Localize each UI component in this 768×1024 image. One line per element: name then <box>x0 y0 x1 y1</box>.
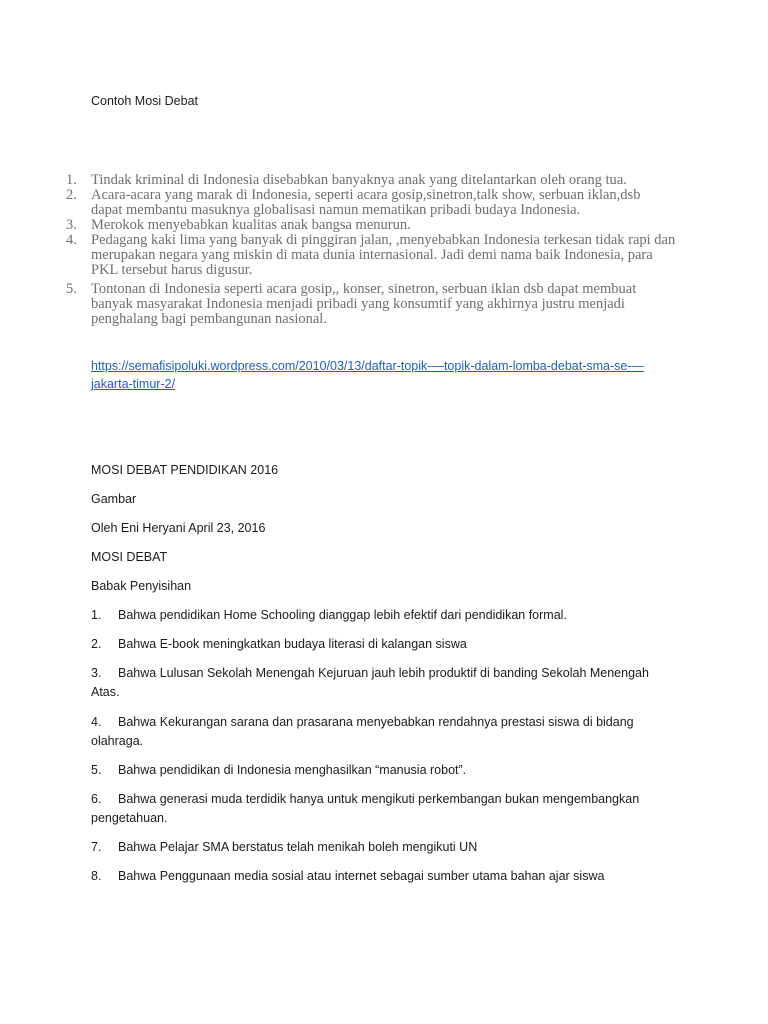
motion-number: 1. <box>91 608 102 622</box>
motion-text-continued: olahraga. <box>91 734 144 748</box>
list-item-line: merupakan negara yang miskin di mata dunia internasional. Jadi demi nama baik Indonesia, para <box>91 247 653 263</box>
motion-number: 2. <box>91 637 102 651</box>
motion-number: 5. <box>91 763 102 777</box>
list-item-line: dapat membantu masuknya globalisasi namun mematikan pribadi budaya Indonesia. <box>91 202 581 218</box>
source-link-line[interactable]: jakarta-timur-2/ <box>91 377 176 391</box>
motion-text: Bahwa E-book meningkatkan budaya literasi di kalangan siswa <box>118 637 467 651</box>
list-item <box>66 233 706 278</box>
list-item-line: Pedagang kaki lima yang banyak di pinggiran jalan, ,menyebabkan Indonesia terkesan tidak rapi dan <box>91 232 676 248</box>
byline: Oleh Eni Heryani April 23, 2016 <box>91 521 266 535</box>
list-item-line: Acara-acara yang marak di Indonesia, seperti acara gosip,sinetron,talk show, serbuan iklan,dsb <box>91 187 641 203</box>
numbered-list <box>66 173 706 327</box>
motion-item <box>91 867 691 886</box>
source-link-line[interactable]: https://semafisipoluki.wordpress.com/2010/03/13/daftar-topik-—topik-dalam-lomba-debat-sma-se-— <box>91 359 645 373</box>
motion-number: 7. <box>91 840 102 854</box>
motion-item <box>91 761 691 780</box>
list-item-line: Tontonan di Indonesia seperti acara gosip,, konser, sinetron, serbuan iklan dsb dapat membuat <box>91 281 637 297</box>
list-item-number: 4. <box>66 232 77 248</box>
list-item-line: banyak masyarakat Indonesia menjadi pribadi yang konsumtif yang akhirnya justru menjadi <box>91 296 625 312</box>
list-item-line: PKL tersebut harus digusur. <box>91 262 253 278</box>
section-heading: MOSI DEBAT PENDIDIKAN 2016 <box>91 463 279 477</box>
motion-text-continued: pengetahuan. <box>91 811 168 825</box>
list-item-line: penghalang bagi pembangunan nasional. <box>91 311 327 327</box>
list-item-number: 5. <box>66 281 77 297</box>
motion-item <box>91 838 691 857</box>
list-item-number: 1. <box>66 172 77 188</box>
document-title: Contoh Mosi Debat <box>91 94 199 108</box>
image-caption: Gambar <box>91 492 137 506</box>
motion-number: 4. <box>91 715 102 729</box>
motion-number: 8. <box>91 869 102 883</box>
list-item-number: 3. <box>66 217 77 233</box>
motion-text: Bahwa Pelajar SMA berstatus telah menikah boleh mengikuti UN <box>118 840 478 854</box>
list-item <box>66 173 706 188</box>
list-item-number: 2. <box>66 187 77 203</box>
motion-text: Bahwa pendidikan di Indonesia menghasilkan “manusia robot”. <box>118 763 467 777</box>
source-link[interactable] <box>91 357 691 393</box>
list-item <box>66 282 706 327</box>
motion-item <box>91 635 691 654</box>
motion-text: Bahwa Kekurangan sarana dan prasarana menyebabkan rendahnya prestasi siswa di bidang <box>118 715 634 729</box>
motion-text: Bahwa Lulusan Sekolah Menengah Kejuruan jauh lebih produktif di banding Sekolah Menengah <box>118 666 649 680</box>
list-item <box>66 188 706 218</box>
motion-text: Bahwa generasi muda terdidik hanya untuk mengikuti perkembangan bukan mengembangkan <box>118 792 640 806</box>
motion-text: Bahwa Penggunaan media sosial atau internet sebagai sumber utama bahan ajar siswa <box>118 869 605 883</box>
motion-number: 3. <box>91 666 102 680</box>
motion-item <box>91 790 691 828</box>
motion-item <box>91 606 691 625</box>
subheading: MOSI DEBAT <box>91 550 168 564</box>
motion-number: 6. <box>91 792 102 806</box>
motion-item <box>91 664 691 702</box>
list-item-line: Tindak kriminal di Indonesia disebabkan banyaknya anak yang ditelantarkan oleh orang tua. <box>91 172 627 188</box>
round-label: Babak Penyisihan <box>91 579 192 593</box>
list-item <box>66 218 706 233</box>
motion-text-continued: Atas. <box>91 685 120 699</box>
list-item-line: Merokok menyebabkan kualitas anak bangsa menurun. <box>91 217 411 233</box>
motion-text: Bahwa pendidikan Home Schooling dianggap lebih efektif dari pendidikan formal. <box>118 608 567 622</box>
motion-item <box>91 713 691 751</box>
